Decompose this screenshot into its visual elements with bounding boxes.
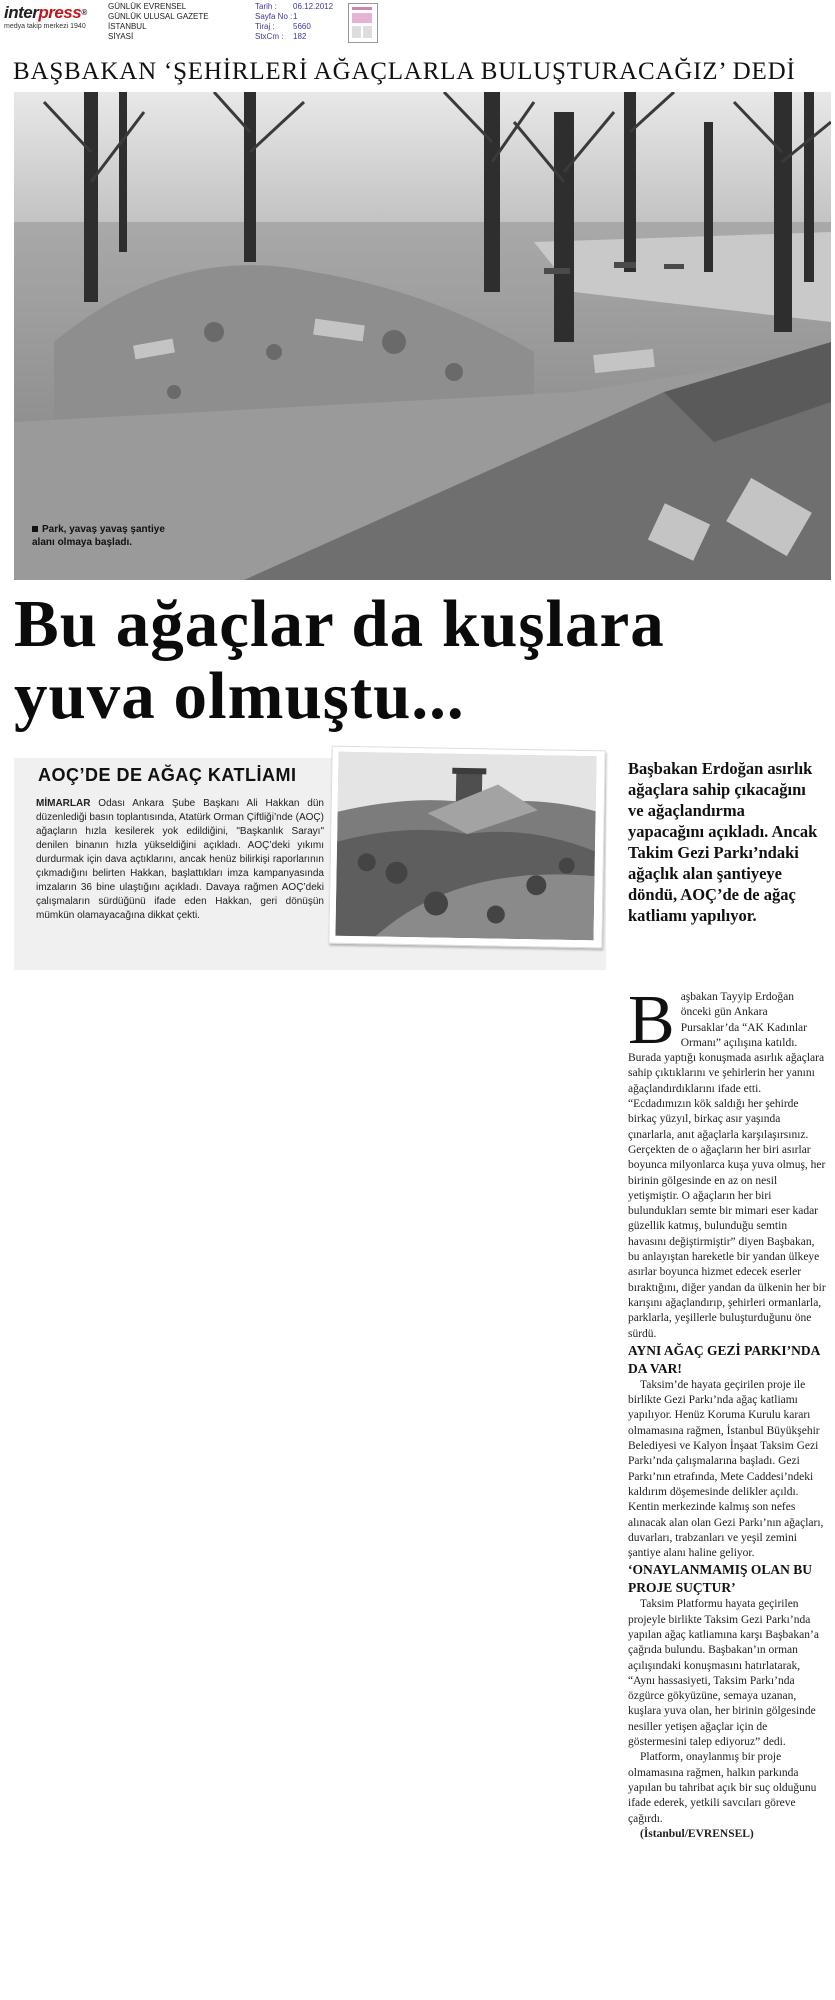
- main-headline: [14, 588, 829, 732]
- meta-label: Tiraj :: [255, 22, 275, 31]
- meta-value: 5660: [293, 22, 311, 31]
- pub-line: İSTANBUL: [108, 22, 147, 31]
- pub-line: SİYASİ: [108, 32, 134, 41]
- meta-label: Tarih :: [255, 2, 277, 11]
- meta-row-page: [255, 12, 333, 22]
- park-construction-photo: [14, 92, 831, 580]
- photo-caption: [32, 523, 165, 549]
- caption-bullet: [32, 526, 38, 532]
- headline-line: Bu ağaçlar da kuşlara: [14, 587, 665, 661]
- page-thumbnail: [348, 3, 378, 43]
- paragraph-text: aşbakan Tayyip Erdoğan önceki gün Ankara Pursaklar’da “AK Kadınlar Ormanı” açılışına katıldı. Burada yaptığı konuşmada asırlık ağaçlara sahip çıktıklarını ve şehirlerin her yanını ağaçlandırdıklarını ifade etti. “Ecdadımızın kök saldığı her şehirde birkaç yüzyıl, birkaç asır yaşında çınarlarla, anıt ağaçlarla karşılaşırsınız. Gerçekten de o ağaçların her biri asırlar boyunca milyonlarca kuşa yuva olmuş, her birinin gölgesinde en az on nesil yetişmiştir. O ağaçların her biri bulundukları semte bir mimari eser kadar güzellik katmış, bulunduğu semtin havasını değiştirmiştir” diyen Başbakan, bu anlayıştan hareketle bir yandan ülkeye asırlar boyunca hizmet edecek eserler bıraktığını, diğer yandan da ülkenin her bir karışını ağaçlandırıp, şehirleri ormanlarla, parklarla, yeşillerle buluşturduğunu öne sürdü.: [628, 991, 826, 1340]
- meta-label: StxCm :: [255, 32, 284, 41]
- logo-tagline: medya takip merkezi 1940: [4, 23, 86, 30]
- aoc-photo: [335, 752, 596, 940]
- box-body: Odası Ankara Şube Başkanı Ali Hakkan dün düzenlediği basın toplantısında, Atatürk Orman Çiftliği’nde (AOÇ) ağaçların hızla kesilerek yok edildiğini, "Başkanlık Sarayı" denilen binanın hızla yükseldiğini açıkladı. AOÇ’deki yıkımı durdurmak için dava açtıklarını, ancak henüz bilirkişi raporlarının çıkmadığını belirten Hakkan, başlattıkları imza kampanyasında imzaların 36 bine ulaştığını açıkladı. Davaya rağmen AOÇ’deki çalışmaların sürdüğünü ifade eden Hakkan, geri dönüşün mümkün olamayacağına dikkat çekti.: [36, 798, 324, 921]
- pub-line: GÜNLÜK ULUSAL GAZETE: [108, 12, 209, 21]
- subheading: AYNI AĞAÇ GEZİ PARKI’NDA DA VAR!: [628, 1342, 820, 1376]
- logo-wordmark: [4, 4, 100, 22]
- caption-text: alanı olmaya başladı.: [32, 537, 133, 548]
- park-photo-illustration: [14, 92, 831, 580]
- interpress-logo: [4, 4, 100, 32]
- meta-value: 06.12.2012: [293, 2, 334, 11]
- article-body: [628, 982, 826, 1842]
- caption-text: Park, yavaş yavaş şantiye: [42, 524, 165, 535]
- logo-text-press: press: [38, 3, 82, 22]
- body-paragraph: Taksim Platformu hayata geçirilen projeyle birlikte Taksim Gezi Parkı’nda yapılan ağaç katliamına karşı Başbakan’a çağrıda bulundu. Başbakan’ın orman açılışındaki konuşmasını hatırlatarak, “Aynı hassasiyeti, Taksim Parkı’nda özgürce gökyüzüne, semaya uzanan, kuşlara yuva olan, her birinin gölgesinde nesiller yetişen ağaçlar için de göstermesini talep ediyoruz” dedi.: [628, 1598, 819, 1749]
- meta-row-stxcm: [255, 32, 333, 42]
- thumbnail-mark: [352, 13, 372, 23]
- top-headline: BAŞBAKAN ‘ŞEHİRLERİ AĞAÇLARLA BULUŞTURACAĞIZ’ DEDİ: [13, 58, 796, 85]
- logo-text-inter: inter: [4, 3, 39, 22]
- byline: (İstanbul/EVRENSEL): [640, 1827, 754, 1840]
- body-paragraph: Platform, onaylanmış bir proje olmamasına rağmen, halkın parkında yapılan bu tahribat açık bir suç olduğunu ifade ederek, yetkili savcıları göreve çağırdı.: [628, 1751, 817, 1825]
- meta-label: Sayfa No :: [255, 12, 293, 21]
- body-paragraph: [628, 982, 826, 1342]
- meta-row-circulation: [255, 22, 333, 32]
- meta-value: 1: [293, 12, 298, 21]
- caption-line: [32, 536, 165, 549]
- thumbnail-mark: [352, 7, 372, 10]
- headline-line: yuva olmuştu...: [14, 659, 465, 733]
- meta-value: 182: [293, 32, 307, 41]
- publication-info: [108, 2, 209, 42]
- body-paragraph: Taksim’de hayata geçirilen proje ile birlikte Gezi Parkı’nda ağaç katliamı yapılıyor. Henüz Koruma Kurulu kararı olmamasına rağmen, İstanbul Büyükşehir Belediyesi ve Kalyon İnşaat Taksim Gezi Parkı’nda çalışmalarına başladı. Gezi Parkı’nın etrafında, Mete Caddesi’ndeki kaldırım döşemesinde delikler açıldı. Kentin merkezinde kalmış son nefes alınacak alan olan Gezi Parkı’nın ağaçları, duvarları, trabzanları ve yeşil zemini şantiye alanı haline geliyor.: [628, 1378, 824, 1560]
- box-text: [36, 797, 324, 923]
- logo-registered-mark: ®: [81, 8, 87, 17]
- subheading: ‘ONAYLANMAMIŞ OLAN BU PROJE SUÇTUR’: [628, 1562, 813, 1596]
- aoc-photo-frame: [328, 746, 605, 949]
- caption-line: [32, 523, 165, 536]
- meta-row-date: [255, 2, 333, 12]
- thumbnail-mark: [352, 26, 361, 38]
- thumbnail-mark: [363, 26, 372, 38]
- box-title: AOÇ’DE DE AĞAÇ KATLİAMI: [38, 765, 297, 785]
- pub-line: GÜNLÜK EVRENSEL: [108, 2, 187, 11]
- article-deck: Başbakan Erdoğan asırlık ağaçlara sahip çıkacağını ve ağaçlandırma yapacağını açıkladı. Ancak Takim Gezi Parkı’ndaki ağaçlık alan şantiyeye döndü, AOÇ’de de ağaç katliamı yapılıyor.: [628, 759, 818, 925]
- box-lead: MİMARLAR: [36, 798, 91, 809]
- aoc-photo-illustration: [335, 752, 596, 940]
- clipping-meta: [255, 2, 333, 42]
- drop-cap: B: [628, 982, 675, 1059]
